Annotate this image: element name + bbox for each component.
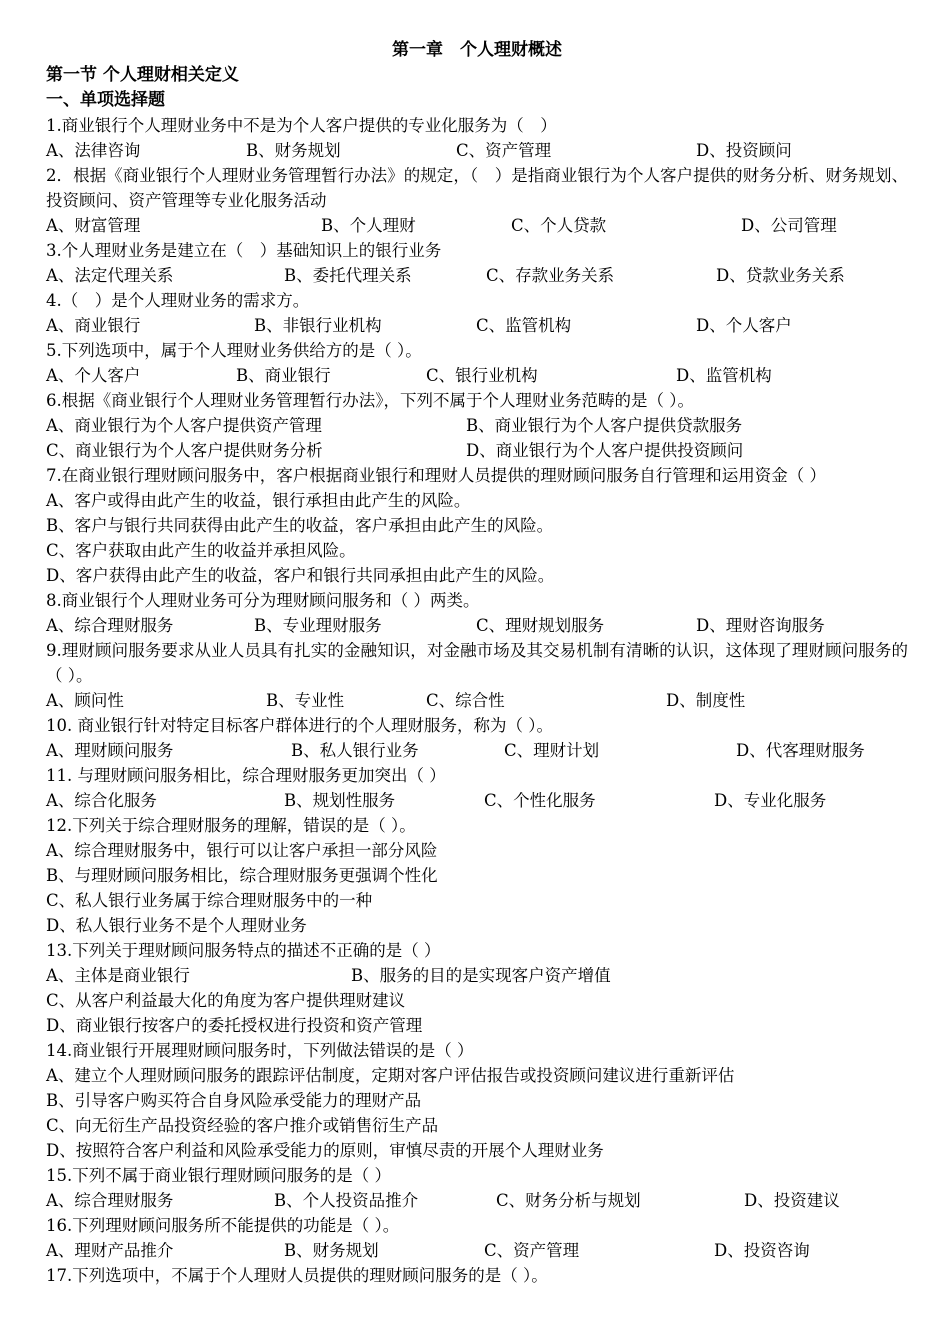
question-stem: 1.商业银行个人理财业务中不是为个人客户提供的专业化服务为（ ） [46,116,557,135]
answer-option: A、个人客户 [46,366,141,385]
answer-option: C、个人贷款 [511,216,607,235]
answer-option: C、私人银行业务属于综合理财服务中的一种 [46,891,373,910]
question-stem: 6.根据《商业银行个人理财业务管理暂行办法》，下列不属于个人理财业务范畴的是（ ）。 [46,391,694,410]
option-row [46,363,908,388]
answer-option: C、综合性 [426,691,505,710]
answer-option: A、综合化服务 [46,791,157,810]
question-list [46,113,908,1288]
option-row [46,263,908,288]
document-page [46,38,908,1288]
question-item [46,113,908,163]
question-stem: 5.下列选项中，属于个人理财业务供给方的是（ ）。 [46,341,422,360]
answer-option: D、按照符合客户利益和风险承受能力的原则，审慎尽责的开展个人理财业务 [46,1141,604,1160]
answer-option: B、个人投资品推介 [274,1191,419,1210]
option-row [46,1238,908,1263]
answer-option: C、银行业机构 [426,366,538,385]
answer-option: B、引导客户购买符合自身风险承受能力的理财产品 [46,1091,422,1110]
option-row [46,213,908,238]
answer-option: C、理财规划服务 [476,616,605,635]
answer-option: B、财务规划 [246,141,341,160]
answer-option: D、公司管理 [741,216,837,235]
answer-option: D、代客理财服务 [736,741,865,760]
answer-option: C、向无衍生产品投资经验的客户推介或销售衍生产品 [46,1116,439,1135]
question-stem: 16.下列理财顾问服务所不能提供的功能是（ ）。 [46,1216,400,1235]
question-stem: 13.下列关于理财顾问服务特点的描述不正确的是（ ） [46,941,441,960]
question-item [46,1213,908,1263]
answer-option: B、委托代理关系 [284,266,412,285]
answer-option: A、客户或得由此产生的收益，银行承担由此产生的风险。 [46,491,471,510]
answer-option: A、财富管理 [46,216,141,235]
option-row [46,1188,908,1213]
answer-option: A、法律咨询 [46,141,141,160]
answer-option: C、监管机构 [476,316,572,335]
question-item [46,1163,908,1213]
option-row [46,413,908,438]
question-item [46,588,908,638]
question-stem: 10. 商业银行针对特定目标客户群体进行的个人理财服务，称为（ ）。 [46,716,553,735]
answer-option: A、理财顾问服务 [46,741,174,760]
answer-option: A、顾问性 [46,691,124,710]
question-item [46,638,908,713]
question-item [46,713,908,763]
answer-option: B、专业性 [266,691,345,710]
question-stem: 7.在商业银行理财顾问服务中，客户根据商业银行和理财人员提供的理财顾问服务自行管理和运用资金（ ） [46,466,826,485]
question-item [46,1038,908,1163]
question-stem: 8.商业银行个人理财业务可分为理财顾问服务和（ ）两类。 [46,591,480,610]
answer-option: D、商业银行为个人客户提供投资顾问 [466,441,744,460]
answer-option: A、主体是商业银行 [46,966,190,985]
answer-option: B、私人银行业务 [291,741,419,760]
answer-option: C、理财计划 [504,741,600,760]
question-item [46,938,908,1038]
question-item [46,763,908,813]
answer-option: A、理财产品推介 [46,1241,174,1260]
question-item [46,163,908,238]
option-row [46,613,908,638]
question-stem: 15.下列不属于商业银行理财顾问服务的是（ ） [46,1166,391,1185]
question-item [46,388,908,463]
answer-option: C、商业银行为个人客户提供财务分析 [46,441,323,460]
subsection-heading: 一、单项选择题 [46,90,165,110]
answer-option: A、商业银行 [46,316,141,335]
option-row [46,963,908,988]
answer-option: A、综合理财服务 [46,1191,174,1210]
chapter-title: 第一章 个人理财概述 [392,40,562,60]
answer-option: B、服务的目的是实现客户资产增值 [351,966,611,985]
answer-option: D、理财咨询服务 [696,616,825,635]
answer-option: D、投资咨询 [714,1241,810,1260]
answer-option: C、个性化服务 [484,791,596,810]
answer-option: A、商业银行为个人客户提供资产管理 [46,416,322,435]
question-stem: 12.下列关于综合理财服务的理解，错误的是（ ）。 [46,816,416,835]
question-stem: 17.下列选项中，不属于个人理财人员提供的理财顾问服务的是（ ）。 [46,1266,548,1285]
answer-option: A、法定代理关系 [46,266,174,285]
answer-option: D、监管机构 [676,366,772,385]
answer-option: B、商业银行为个人客户提供贷款服务 [466,416,743,435]
answer-option: B、财务规划 [284,1241,379,1260]
answer-option: D、制度性 [666,691,746,710]
answer-option: A、综合理财服务 [46,616,174,635]
answer-option: C、存款业务关系 [486,266,615,285]
answer-option: B、规划性服务 [284,791,396,810]
answer-option: B、个人理财 [321,216,416,235]
answer-option: D、贷款业务关系 [716,266,845,285]
question-item [46,338,908,388]
answer-option: C、财务分析与规划 [496,1191,641,1210]
answer-option: B、客户与银行共同获得由此产生的收益，客户承担由此产生的风险。 [46,516,554,535]
question-item [46,463,908,588]
question-item [46,288,908,338]
answer-option: B、与理财顾问服务相比，综合理财服务更强调个性化 [46,866,438,885]
question-stem: 4.（ ）是个人理财业务的需求方。 [46,291,310,310]
answer-option: D、投资顾问 [696,141,792,160]
question-item [46,238,908,288]
answer-option: C、资产管理 [484,1241,580,1260]
answer-option: D、投资建议 [744,1191,840,1210]
answer-option: D、私人银行业务不是个人理财业务 [46,916,307,935]
option-row [46,738,908,763]
answer-option: A、建立个人理财顾问服务的跟踪评估制度，定期对客户评估报告或投资顾问建议进行重新评估 [46,1066,735,1085]
option-row [46,438,908,463]
answer-option: C、从客户利益最大化的角度为客户提供理财建议 [46,991,406,1010]
answer-option: C、客户获取由此产生的收益并承担风险。 [46,541,356,560]
question-stem: 2．根据《商业银行个人理财业务管理暂行办法》的规定，（ ）是指商业银行为个人客户提供的财务分析、财务规划、投资顾问、资产管理等专业化服务活动 [46,166,908,210]
answer-option: B、非银行业机构 [254,316,382,335]
option-row [46,688,908,713]
question-stem: 14.商业银行开展理财顾问服务时，下列做法错误的是（ ） [46,1041,474,1060]
answer-option: D、专业化服务 [714,791,827,810]
answer-option: A、综合理财服务中，银行可以让客户承担一部分风险 [46,841,438,860]
answer-option: B、商业银行 [236,366,331,385]
option-row [46,788,908,813]
answer-option: C、资产管理 [456,141,552,160]
answer-option: D、个人客户 [696,316,792,335]
answer-option: D、客户获得由此产生的收益，客户和银行共同承担由此产生的风险。 [46,566,555,585]
option-row [46,313,908,338]
question-item [46,813,908,938]
question-stem: 3.个人理财业务是建立在（ ）基础知识上的银行业务 [46,241,442,260]
section-heading: 第一节 个人理财相关定义 [46,65,239,85]
option-row [46,138,908,163]
question-item [46,1263,908,1288]
question-stem: 11. 与理财顾问服务相比，综合理财服务更加突出（ ） [46,766,446,785]
answer-option: D、商业银行按客户的委托授权进行投资和资产管理 [46,1016,423,1035]
question-stem: 9.理财顾问服务要求从业人员具有扎实的金融知识，对金融市场及其交易机制有清晰的认识，这体现了理财顾问服务的（ ）。 [46,641,908,685]
answer-option: B、专业理财服务 [254,616,382,635]
